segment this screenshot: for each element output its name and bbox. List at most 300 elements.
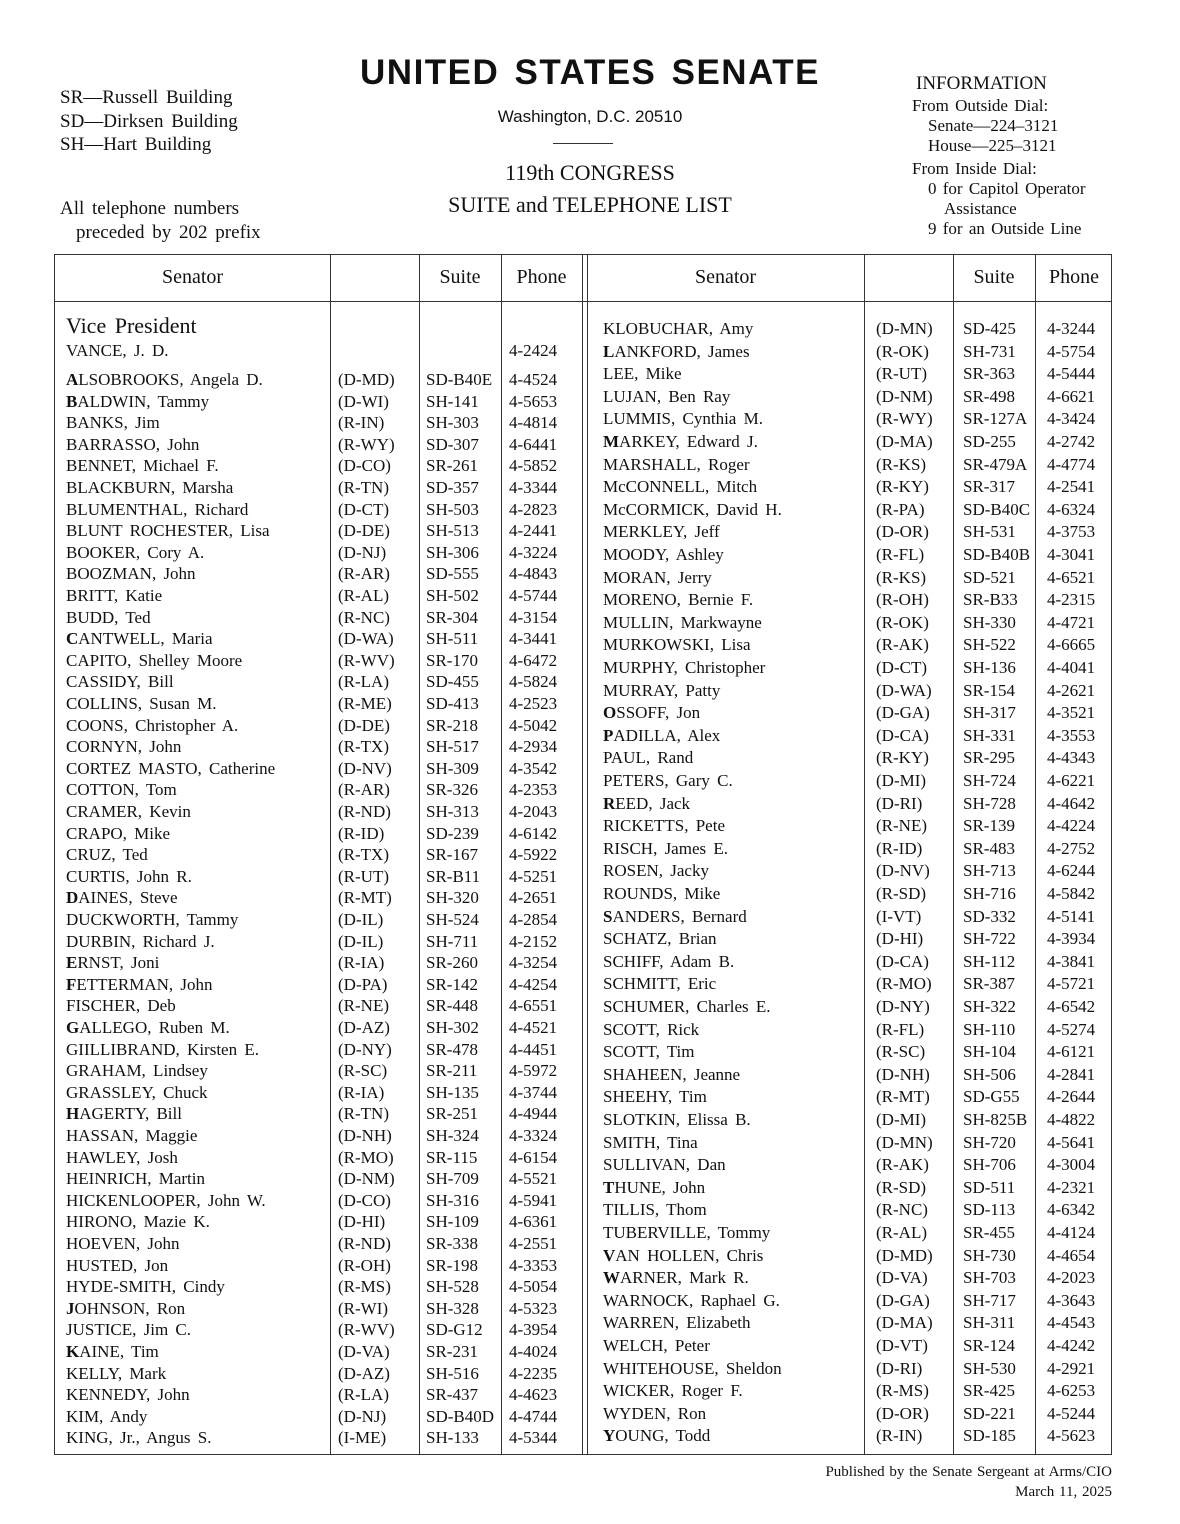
suite: SD-521 (963, 567, 1016, 587)
suite: SD-307 (426, 434, 479, 454)
party: (R-IN) (338, 413, 385, 433)
phone: 4-2934 (509, 737, 558, 757)
phone: 4-5244 (1047, 1403, 1096, 1423)
senator-name: SCHUMER, Charles E. (603, 997, 771, 1016)
suite: SD-255 (963, 432, 1016, 451)
suite: SR-124 (963, 1336, 1015, 1355)
col-divider (864, 255, 865, 1454)
suite: SR-154 (963, 680, 1015, 700)
phone: 4-2742 (1047, 432, 1096, 451)
suite: SH-511 (426, 629, 479, 649)
phone: 4-6244 (1047, 861, 1096, 881)
phone: 4-3954 (509, 1320, 558, 1340)
suite: SH-717 (963, 1290, 1016, 1310)
senator-name: LUMMIS, Cynthia M. (603, 409, 763, 429)
party: (D-VT) (876, 1336, 928, 1355)
phone: 4-6521 (1047, 567, 1096, 587)
senator-name: RISCH, James E. (603, 838, 728, 858)
phone: 4-3224 (509, 542, 558, 562)
party: (R-SD) (876, 1177, 927, 1197)
phone: 4-5251 (509, 866, 558, 886)
suite: SH-528 (426, 1277, 479, 1297)
suite: SH-825B (963, 1110, 1028, 1129)
phone: 4-6154 (509, 1147, 558, 1167)
phone: 4-4543 (1047, 1313, 1096, 1333)
party: (D-CA) (876, 725, 929, 745)
phone: 4-2854 (509, 910, 558, 929)
party: (D-PA) (338, 974, 388, 994)
phone: 4-4843 (509, 564, 558, 584)
party: (R-WV) (338, 1320, 395, 1340)
senator-name: CRAMER, Kevin (66, 802, 191, 821)
suite: SR-478 (426, 1039, 478, 1059)
suite: SR-B33 (963, 590, 1018, 610)
senator-name: HAWLEY, Josh (66, 1147, 178, 1167)
suite: SH-109 (426, 1212, 479, 1232)
col-divider (501, 255, 502, 1454)
phone: 4-2841 (1047, 1064, 1096, 1084)
party: (R-MO) (876, 974, 932, 994)
senator-name: BANKS, Jim (66, 413, 160, 433)
phone: 4-3542 (509, 758, 558, 778)
phone: 4-5754 (1047, 341, 1096, 361)
party: (R-NE) (876, 816, 927, 836)
suite: SH-133 (426, 1428, 479, 1448)
senator-name: KENNEDY, John (66, 1385, 190, 1405)
phone: 4-4024 (509, 1342, 558, 1361)
phone: 4-5344 (509, 1428, 558, 1448)
phone: 4-2921 (1047, 1358, 1096, 1378)
party: (R-SD) (876, 884, 927, 903)
phone: 4-4774 (1047, 454, 1096, 474)
senator-name: KIM, Andy (66, 1406, 148, 1426)
phone: 4-2321 (1047, 1177, 1096, 1197)
col-header-senator: Senator (694, 266, 757, 288)
phone: 4-4451 (509, 1039, 558, 1059)
party: (R-MS) (876, 1381, 929, 1401)
party: (D-NM) (338, 1169, 395, 1189)
phone: 4-3424 (1047, 409, 1096, 429)
party: (R-SC) (876, 1042, 926, 1062)
senator-name: SANDERS, Bernard (603, 906, 747, 926)
suite: SR-115 (426, 1147, 478, 1167)
phone-note-line1: All telephone numbers (60, 198, 240, 219)
party: (D-DE) (338, 521, 390, 541)
senator-name: PAUL, Rand (603, 748, 694, 768)
senator-name: MORAN, Jerry (603, 567, 712, 587)
phone: 4-4124 (1047, 1223, 1096, 1242)
info-senate-number: Senate—224–3121 (928, 116, 1059, 135)
suite: SD-413 (426, 694, 479, 713)
phone: 4-3244 (1047, 319, 1096, 338)
party: (D-CO) (338, 1190, 391, 1210)
phone: 4-4242 (1047, 1336, 1096, 1355)
phone: 4-4524 (509, 370, 558, 389)
suite: SH-331 (963, 725, 1016, 745)
col-header-suite: Suite (439, 266, 481, 288)
party: (R-WV) (338, 650, 395, 670)
phone: 4-6142 (509, 823, 558, 843)
phone: 4-2152 (509, 931, 558, 951)
suite: SH-731 (963, 341, 1016, 361)
suite: SR-211 (426, 1061, 478, 1081)
phone: 4-6121 (1047, 1042, 1096, 1062)
party: (D-CA) (876, 951, 929, 971)
senator-name: KING, Jr., Angus S. (66, 1428, 212, 1448)
phone: 4-5054 (509, 1277, 558, 1297)
suite: SR-231 (426, 1342, 478, 1361)
senator-name: CASSIDY, Bill (66, 672, 174, 692)
senator-name: ERNST, Joni (66, 953, 160, 973)
senator-name: CAPITO, Shelley Moore (66, 650, 243, 670)
phone: 4-2353 (509, 780, 558, 800)
suite: SH-730 (963, 1245, 1016, 1265)
suite: SH-502 (426, 586, 479, 605)
party: (R-MS) (338, 1277, 391, 1297)
suite: SH-709 (426, 1169, 479, 1189)
senator-name: BENNET, Michael F. (66, 456, 219, 476)
suite: SR-142 (426, 974, 478, 994)
suite: SH-302 (426, 1018, 479, 1037)
senator-name: SCHMITT, Eric (603, 974, 717, 994)
senator-name: OSSOFF, Jon (603, 703, 701, 723)
suite: SH-328 (426, 1298, 479, 1318)
col-divider (419, 255, 420, 1454)
senator-name: BOOZMAN, John (66, 564, 196, 584)
senator-name: BRITT, Katie (66, 586, 163, 605)
phone: 4-2621 (1047, 680, 1096, 700)
senator-name: CANTWELL, Maria (66, 629, 213, 649)
building-hart: SH—Hart Building (60, 134, 212, 155)
senator-name: MARSHALL, Roger (603, 454, 750, 474)
phone: 4-2424 (509, 341, 558, 360)
party: (D-AZ) (338, 1018, 390, 1037)
senator-name: MURPHY, Christopher (603, 658, 766, 677)
suite: SR-479A (963, 454, 1028, 474)
senator-name: GIILLIBRAND, Kirsten E. (66, 1039, 259, 1059)
suite: SH-313 (426, 802, 479, 821)
senator-name: GRASSLEY, Chuck (66, 1082, 208, 1102)
suite: SH-330 (963, 612, 1016, 632)
suite: SH-506 (963, 1064, 1016, 1084)
suite: SR-387 (963, 974, 1015, 994)
title-divider (553, 143, 613, 144)
party: (D-GA) (876, 1290, 930, 1310)
senator-name: DAINES, Steve (66, 888, 178, 908)
party: (R-KS) (876, 454, 927, 474)
senator-name: WARREN, Elizabeth (603, 1313, 751, 1333)
phone: 4-6665 (1047, 635, 1096, 655)
senator-name: BALDWIN, Tammy (66, 391, 210, 411)
info-operator-cont: Assistance (944, 199, 1017, 218)
party: (R-MT) (338, 888, 392, 908)
party: (R-WI) (338, 1298, 389, 1318)
col-divider (330, 255, 331, 1454)
suite: SD-221 (963, 1403, 1016, 1423)
phone: 4-4343 (1047, 748, 1096, 768)
phone: 4-4224 (1047, 816, 1096, 836)
senator-name: GALLEGO, Ruben M. (66, 1018, 230, 1037)
suite: SD-G55 (963, 1087, 1020, 1107)
suite: SH-531 (963, 522, 1016, 542)
senator-name: SULLIVAN, Dan (603, 1155, 726, 1175)
senator-name: WARNOCK, Raphael G. (603, 1290, 780, 1310)
suite: SH-513 (426, 521, 479, 541)
senator-name: YOUNG, Todd (603, 1426, 711, 1446)
suite: SD-185 (963, 1426, 1016, 1446)
suite: SH-724 (963, 771, 1016, 790)
phone: 4-3324 (509, 1126, 558, 1145)
party: (R-PA) (876, 499, 925, 519)
address: Washington, D.C. 20510 (497, 107, 683, 126)
senator-name: SCOTT, Tim (603, 1042, 695, 1062)
party: (D-NM) (876, 386, 933, 406)
phone: 4-4744 (509, 1406, 558, 1426)
senator-name: WELCH, Peter (603, 1336, 710, 1355)
phone: 4-5444 (1047, 364, 1096, 384)
senator-name: ROUNDS, Mike (603, 884, 721, 903)
suite: SH-703 (963, 1268, 1016, 1288)
phone: 4-6441 (509, 434, 558, 454)
publish-date: March 11, 2025 (1015, 1484, 1112, 1500)
senator-name: KAINE, Tim (66, 1342, 159, 1361)
senator-name: FETTERMAN, John (66, 974, 213, 994)
senator-name: JOHNSON, Ron (66, 1298, 186, 1318)
suite: SD-332 (963, 906, 1016, 926)
suite: SH-303 (426, 413, 479, 433)
phone: 4-5972 (509, 1061, 558, 1081)
party: (D-CO) (338, 456, 391, 476)
phone: 4-3441 (509, 629, 558, 649)
party: (D-OR) (876, 522, 929, 542)
party: (R-OK) (876, 612, 929, 632)
phone: 4-3841 (1047, 951, 1096, 971)
senator-name: SCOTT, Rick (603, 1019, 700, 1039)
senator-name: SMITH, Tina (603, 1132, 698, 1152)
senator-name: WARNER, Mark R. (603, 1268, 749, 1288)
suite: SH-317 (963, 703, 1016, 723)
suite: SR-455 (963, 1223, 1015, 1242)
phone: 4-2043 (509, 802, 558, 821)
suite: SR-363 (963, 364, 1015, 384)
senator-name: WYDEN, Ron (603, 1403, 707, 1423)
party: (D-VA) (876, 1268, 928, 1288)
party: (R-NC) (338, 607, 390, 627)
party: (R-AR) (338, 564, 390, 584)
party: (D-WA) (876, 680, 932, 700)
phone: 4-2235 (509, 1363, 558, 1383)
senator-name: COLLINS, Susan M. (66, 694, 217, 713)
party: (R-AL) (338, 586, 389, 605)
suite: SR-437 (426, 1385, 478, 1405)
suite: SR-127A (963, 409, 1028, 429)
header-rule (55, 301, 1111, 302)
senator-name: McCORMICK, David H. (603, 499, 782, 519)
suite: SH-728 (963, 793, 1016, 813)
phone: 4-3744 (509, 1082, 558, 1102)
suite: SH-320 (426, 888, 479, 908)
phone: 4-5521 (509, 1169, 558, 1189)
phone: 4-4623 (509, 1385, 558, 1405)
suite: SD-425 (963, 319, 1016, 338)
phone: 4-3041 (1047, 545, 1096, 564)
phone: 4-5274 (1047, 1019, 1096, 1039)
party: (D-NH) (338, 1126, 392, 1145)
phone: 4-5323 (509, 1298, 558, 1318)
party: (D-CT) (338, 499, 389, 519)
suite: SR-167 (426, 845, 478, 865)
suite: SR-338 (426, 1234, 478, 1253)
party: (D-NH) (876, 1064, 930, 1084)
phone: 4-2315 (1047, 590, 1096, 610)
suite: SH-136 (963, 658, 1016, 677)
phone: 4-4944 (509, 1104, 558, 1124)
suite: SD-239 (426, 823, 479, 843)
suite: SR-304 (426, 607, 478, 627)
senator-name: BOOKER, Cory A. (66, 542, 205, 562)
suite: SR-139 (963, 816, 1015, 836)
party: (R-ND) (338, 802, 391, 821)
senator-name: HYDE-SMITH, Cindy (66, 1277, 225, 1297)
party: (D-MI) (876, 1110, 927, 1129)
suite: SH-706 (963, 1155, 1016, 1175)
party: (R-KY) (876, 748, 929, 768)
suite: SH-324 (426, 1126, 479, 1145)
senator-name: JUSTICE, Jim C. (66, 1320, 192, 1340)
phone: 4-6621 (1047, 386, 1096, 406)
party: (D-WA) (338, 629, 394, 649)
info-house-number: House—225–3121 (928, 136, 1057, 155)
suite: SR-198 (426, 1255, 478, 1275)
party: (D-NY) (876, 997, 930, 1016)
party: (R-UT) (876, 364, 927, 384)
senator-name: TUBERVILLE, Tommy (603, 1223, 771, 1242)
phone: 4-3553 (1047, 725, 1096, 745)
congress-number: 119th CONGRESS (505, 160, 675, 185)
senator-name: HICKENLOOPER, John W. (66, 1190, 266, 1210)
senator-name: LEE, Mike (603, 364, 682, 384)
phone: 4-4642 (1047, 793, 1096, 813)
senator-name: CRUZ, Ted (66, 845, 148, 865)
party: (D-OR) (876, 1403, 929, 1423)
suite: SD-555 (426, 564, 479, 584)
publication-note (825, 1462, 1112, 1502)
senator-name: CRAPO, Mike (66, 823, 171, 843)
phone: 4-4041 (1047, 658, 1096, 677)
phone: 4-2752 (1047, 838, 1096, 858)
suite: SR-260 (426, 953, 478, 973)
senator-name: VANCE, J. D. (66, 341, 169, 360)
suite: SR-326 (426, 780, 478, 800)
building-dirksen: SD—Dirksen Building (60, 110, 238, 132)
party: (R-UT) (338, 866, 389, 886)
phone: 4-6221 (1047, 771, 1096, 790)
suite: SH-713 (963, 861, 1016, 881)
senator-name: LUJAN, Ben Ray (603, 386, 731, 406)
phone: 4-2823 (509, 499, 558, 519)
party: (D-DE) (338, 715, 390, 735)
party: (R-TN) (338, 1104, 389, 1124)
suite: SD-113 (963, 1200, 1016, 1220)
party: (R-OK) (876, 341, 929, 361)
senate-table (54, 254, 1112, 1455)
col-divider (953, 255, 954, 1454)
phone: 4-5852 (509, 456, 558, 476)
info-inside-label: From Inside Dial: (912, 159, 1037, 178)
senator-name: SHAHEEN, Jeanne (603, 1064, 741, 1084)
senator-name: SLOTKIN, Elissa B. (603, 1110, 751, 1129)
senator-name: MURKOWSKI, Lisa (603, 635, 751, 655)
suite: SH-530 (963, 1358, 1016, 1378)
party: (D-RI) (876, 1358, 923, 1378)
phone: 4-4521 (509, 1018, 558, 1037)
suite: SH-141 (426, 391, 479, 411)
suite: SR-483 (963, 838, 1015, 858)
party: (D-NV) (338, 758, 392, 778)
vice-president-heading: Vice President (66, 313, 197, 338)
phone: 4-5842 (1047, 884, 1096, 903)
party: (R-NE) (338, 996, 389, 1016)
phone: 4-2644 (1047, 1087, 1096, 1107)
party: (R-AK) (876, 1155, 929, 1175)
phone: 4-5824 (509, 672, 558, 692)
phone: 4-3521 (1047, 703, 1096, 723)
phone: 4-5922 (509, 845, 558, 865)
info-outside-label: From Outside Dial: (912, 96, 1049, 115)
suite: SD-B40B (963, 545, 1031, 564)
party: (D-CT) (876, 658, 927, 677)
suite: SH-711 (426, 931, 479, 951)
phone: 4-5623 (1047, 1426, 1096, 1446)
phone: 4-5721 (1047, 974, 1096, 994)
party: (R-TX) (338, 737, 389, 757)
suite: SR-317 (963, 477, 1015, 497)
phone-note-line2: preceded by 202 prefix (76, 221, 261, 243)
suite: SH-524 (426, 910, 479, 929)
party: (D-HI) (338, 1212, 386, 1232)
senator-name: COONS, Christopher A. (66, 715, 239, 735)
party: (D-RI) (876, 793, 923, 813)
suite: SH-503 (426, 499, 479, 519)
phone: 4-3154 (509, 607, 558, 627)
party: (R-WY) (876, 409, 933, 429)
senator-name: BUDD, Ted (66, 607, 151, 627)
senator-name: REED, Jack (603, 793, 691, 813)
col-divider (587, 255, 588, 1454)
party: (R-AK) (876, 635, 929, 655)
party: (D-VA) (338, 1342, 390, 1361)
phone: 4-6551 (509, 996, 558, 1016)
suite: SR-170 (426, 650, 478, 670)
phone: 4-5042 (509, 715, 558, 735)
phone: 4-4721 (1047, 612, 1096, 632)
party: (R-IA) (338, 953, 385, 973)
phone: 4-4822 (1047, 1110, 1096, 1129)
senator-name: HAGERTY, Bill (66, 1104, 182, 1124)
suite: SH-110 (963, 1019, 1016, 1039)
suite: SH-516 (426, 1363, 479, 1383)
building-russell: SR—Russell Building (60, 87, 233, 108)
senator-name: BLACKBURN, Marsha (66, 478, 234, 497)
senator-name: SCHIFF, Adam B. (603, 951, 735, 971)
phone: 4-5653 (509, 391, 558, 411)
senator-name: RICKETTS, Pete (603, 816, 725, 836)
phone: 4-5641 (1047, 1132, 1096, 1152)
senator-name: ROSEN, Jacky (603, 861, 709, 881)
suite: SR-448 (426, 996, 478, 1016)
senator-name: HIRONO, Mazie K. (66, 1212, 210, 1232)
senator-name: HOEVEN, John (66, 1234, 180, 1253)
